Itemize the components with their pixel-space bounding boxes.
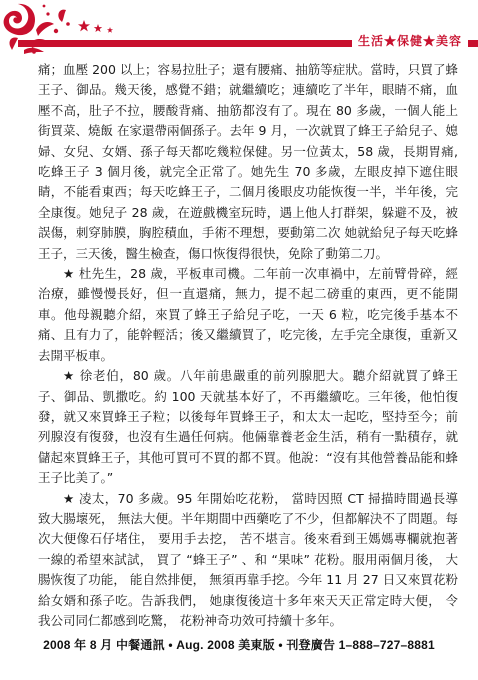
page-header xyxy=(0,0,478,60)
article-paragraph: 痛；血壓 200 以上；容易拉肚子；還有腰痛、抽筋等症狀。當時，只買了蜂王子、御品。幾天後，感覺不錯；就繼續吃；連續吃了半年，眼睛不痛，血壓不高，肚子不拉，腰酸背痛、抽筋都沒有了。現在 80 多歲，一個人能上街買菜、燒飯 在家還帶兩個孫子。去年 9 月，一次就買了蜂王子給兒子、媳婦、女兒、女婿、孫子每天都吃幾粒保健。另一位黃太，58 歲，長期胃痛,吃蜂王子 3 個月後，就完全正常了。她先生 70 多歲，左眼皮掉下遮住眼睛，不能看東西；每天吃蜂王子，二個月後眼皮功能恢復一半，半年後，完全康復。她兒子 28 歲，在遊戲機室玩時，遇上他人打群架，躲避不及，被誤傷，刺穿肺膜，胸腔積血，手術不理想，要動第二次 她就給兒子每天吃蜂王子，三天後，醫生檢查，傷口恢復得很快，免除了動第二刀。 xyxy=(38,62,458,261)
article-paragraph: ★ 徐老伯，80 歲。八年前患嚴重的前列腺肥大。聽介紹就買了蜂王子、御品、凱撒吃。約 100 天就基本好了，不再繼續吃。三年後，他怕復發，就又來買蜂王子粒；以後每年買蜂王子，和太太一起吃，堅持至今；前列腺沒有復發，也沒有生過任何病。他倆靠養老金生活，稍有一點積存，就儲起來買蜂王子，其他可買可不買的都不買。他說：“沒有其他營養品能和蜂王子比美了。” xyxy=(38,368,458,486)
floral-ornament-icon xyxy=(0,0,180,58)
page-footer: 2008 年 8 月 中餐通訊 • Aug. 2008 美東版 • 刊登廣告 1–888–727–8881 xyxy=(43,638,435,652)
article-paragraph: ★ 杜先生，28 歲，平板車司機。二年前一次車禍中，左前臂骨碎，經治療，雖慢慢長好，但一直還痛，無力，提不起二磅重的東西，更不能開車。他母親聽介紹，來買了蜂王子給兒子吃，一天 6 粒，吃完後手基本不痛、且有力了，能幹輕活；後又繼續買了，吃完後，左手完全康復，重新又去開平板車。 xyxy=(38,266,458,363)
article-paragraph: ★ 凌太，70 多歲。95 年開始吃花粉， 當時因照 CT 掃描時間過長導致大腸壞死， 無法大便。半年期間中西藥吃了不少，但都解決不了問題。每次大便像石仔堵住， 要用手去挖， 苦不堪言。後來看到王媽媽專欄就抱著一線的希望來試試， 買了 “蜂王子” 、和 “果味” 花粉。服用兩個月後， 大腸恢復了功能， 能自然排便， 無須再靠手挖。今年 11 月 27 日又來買花粉給女婿和孫子吃。告訴我們， 她康復後這十多年來天天正常定時大便， 令我公司同仁都感到吃驚， 花粉神奇功效可持續十多年。 xyxy=(38,490,458,628)
section-title: 生活★保健★美容 xyxy=(352,30,468,52)
article-body xyxy=(38,60,458,631)
